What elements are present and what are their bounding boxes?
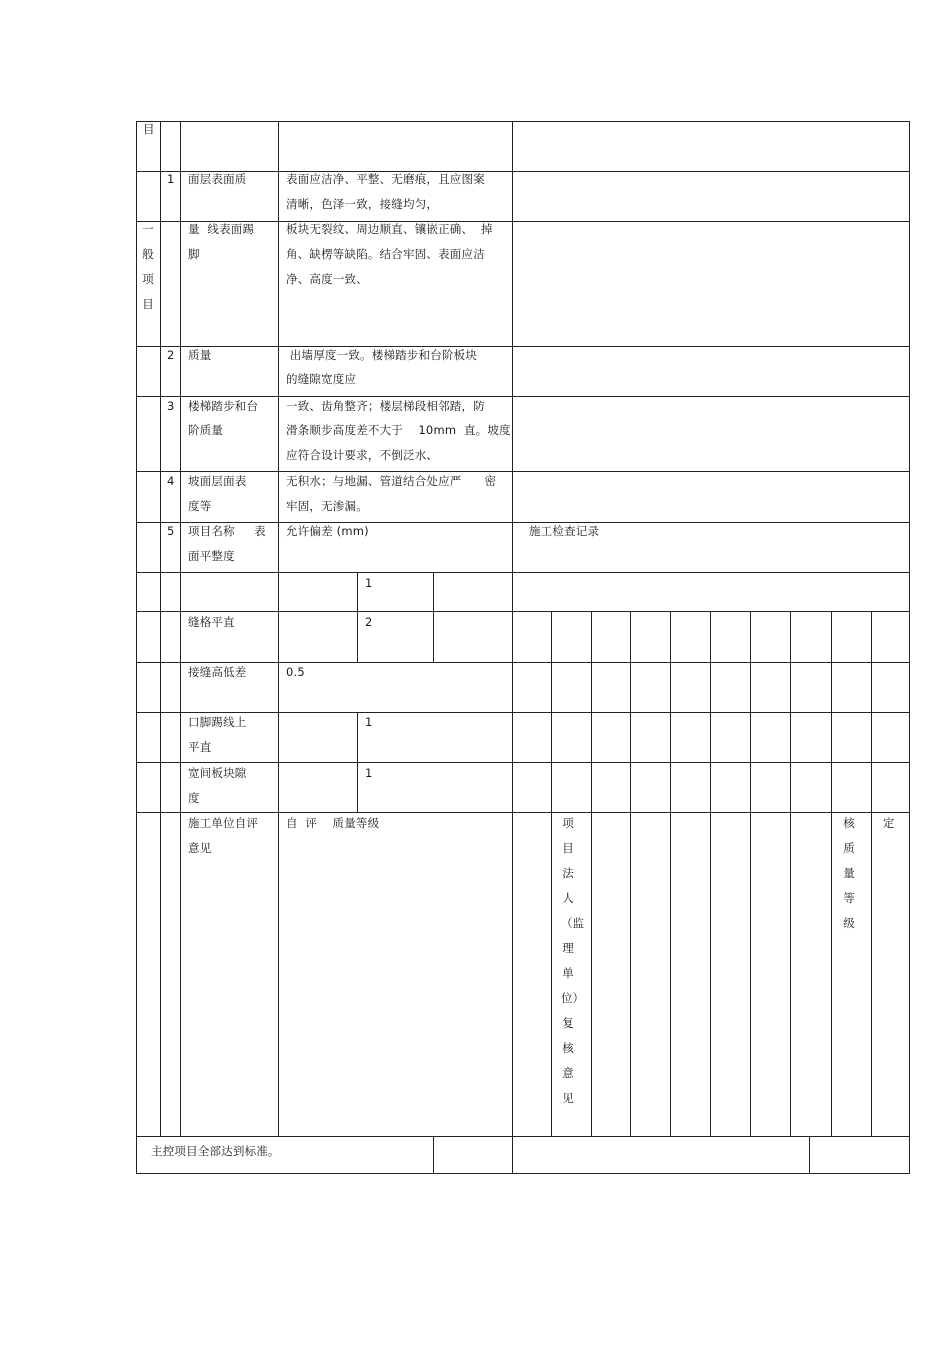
rule (750, 611, 751, 1137)
item-name: 质量 (188, 348, 212, 362)
item-name: 面层表面质 (188, 172, 247, 186)
item-name: 阶质量 (188, 423, 224, 437)
rule (357, 712, 358, 813)
rule (512, 121, 513, 1174)
main-control-note: 主控项目全部达到标准。 (151, 1144, 280, 1158)
rule (433, 1136, 434, 1174)
rule (790, 611, 791, 1137)
rule (136, 712, 910, 713)
tolerance-item: 宽间板块隙 (188, 766, 247, 780)
tolerance-item: 缝格平直 (188, 615, 235, 629)
tolerance-sub: 2 (365, 615, 373, 629)
item-name: 面平整度 (188, 549, 235, 563)
requirement-text: 无积水；与地漏、管道结合处应严 密 (286, 474, 497, 488)
self-eval-label: 意见 (188, 841, 212, 855)
tolerance-item: 度 (188, 791, 200, 805)
rule (136, 572, 910, 573)
rule (180, 121, 181, 1137)
rule (136, 121, 137, 1174)
rule (591, 611, 592, 1137)
requirement-text: 的缝隙宽度应 (286, 372, 357, 386)
item-name: 楼梯踏步和台 (188, 399, 259, 413)
rule (136, 471, 910, 472)
item-name: 项目名称 表 (188, 524, 266, 538)
row-number: 4 (167, 474, 175, 488)
section-label-general: 一般项目 (142, 222, 154, 311)
rule (136, 121, 910, 122)
tolerance-item: 接缝高低差 (188, 665, 247, 679)
rule (433, 572, 434, 663)
rule (136, 611, 910, 612)
item-name: 量 线表面踢 (188, 222, 255, 236)
rule (871, 611, 872, 1137)
row-number: 3 (167, 399, 175, 413)
requirement-text: 板块无裂纹、周边顺直、镶嵌正确、 掉 (286, 222, 493, 236)
rule (831, 611, 832, 1137)
item-name: 度等 (188, 499, 212, 513)
rule (136, 171, 910, 172)
rule (136, 346, 910, 347)
section-label-top: 目 (143, 122, 155, 136)
rule (136, 1173, 910, 1174)
row-number: 1 (167, 172, 175, 186)
tolerance-sub: 1 (365, 576, 373, 590)
fix-label: 定 (883, 816, 895, 830)
self-eval-label: 施工单位自评 (188, 816, 259, 830)
tolerance-sub: 1 (365, 766, 373, 780)
tolerance-sub: 1 (365, 715, 373, 729)
record-header: 施工检查记录 (529, 524, 600, 538)
requirement-text: 角、缺楞等缺陷。结合牢固、表面应洁 (286, 247, 485, 261)
rule (909, 121, 910, 1174)
tolerance-header: 允许偏差 (mm) (286, 524, 369, 538)
item-name: 坡面层面表 (188, 474, 247, 488)
rule (710, 611, 711, 1137)
requirement-text: 应符合设计要求，不倒泛水、 (286, 448, 439, 462)
requirement-text: 牢固，无渗漏。 (286, 499, 368, 513)
rule (136, 1136, 910, 1137)
requirement-text: 净、高度一致、 (286, 272, 368, 286)
row-number: 5 (167, 524, 175, 538)
rule (357, 572, 358, 663)
supervisor-opinion-label: 项目法人（监理单位）复核意见 (561, 816, 584, 1105)
self-eval-text: 自 评 质量等级 (286, 816, 380, 830)
rule (670, 611, 671, 1137)
rule (278, 121, 279, 1137)
rule (160, 121, 161, 1137)
row-number: 2 (167, 348, 175, 362)
requirement-text: 滑条顺步高度差不大于 10mm 直。坡度 (286, 423, 511, 437)
requirement-text: 清晰，色泽一致，接缝均匀， (286, 197, 439, 211)
item-name: 脚 (188, 247, 200, 261)
rule (136, 762, 910, 763)
rule (809, 1136, 810, 1174)
requirement-text: 表面应洁净、平整、无磨痕，且应图案 (286, 172, 485, 186)
tolerance-item: 口脚踢线上 (188, 715, 247, 729)
verify-grade-label: 核质量等级 (843, 816, 855, 930)
requirement-text: 出墙厚度一致。楼梯踏步和台阶板块 (286, 348, 478, 362)
rule (136, 662, 910, 663)
tolerance-value: 0.5 (286, 665, 305, 679)
rule (630, 611, 631, 1137)
requirement-text: 一致、齿角整齐；楼层梯段相邻踏，防 (286, 399, 485, 413)
tolerance-item: 平直 (188, 740, 212, 754)
rule (551, 611, 552, 1137)
